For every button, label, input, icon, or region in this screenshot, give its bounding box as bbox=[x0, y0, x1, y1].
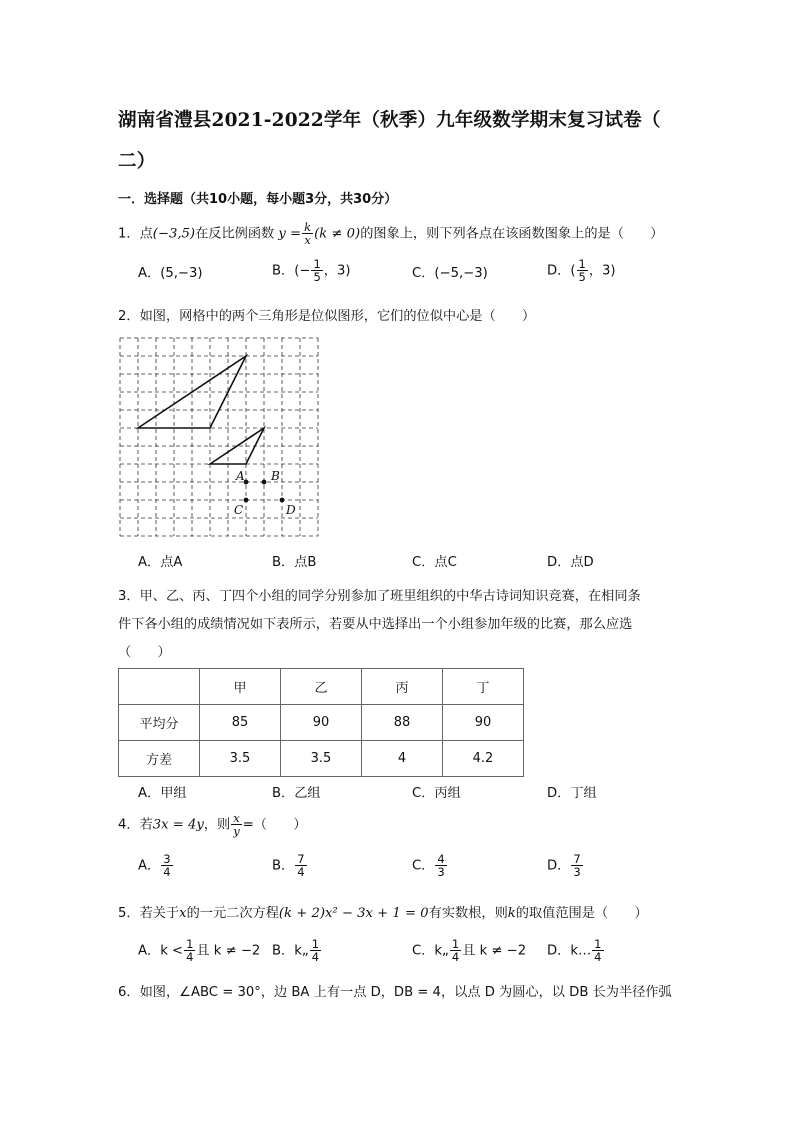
table-cell: 4.2 bbox=[443, 741, 524, 777]
table-cell: 方差 bbox=[119, 741, 200, 777]
table-cell: 丙 bbox=[362, 669, 443, 705]
q2-option-c: C．点C bbox=[412, 555, 457, 570]
table-cell: 3.5 bbox=[200, 741, 281, 777]
q3-option-a: A．甲组 bbox=[138, 786, 187, 801]
label-d: D bbox=[286, 503, 296, 517]
q3-option-b: B．乙组 bbox=[272, 786, 321, 801]
point-b bbox=[262, 480, 267, 485]
table-cell bbox=[119, 669, 200, 705]
q2-option-b: B．点B bbox=[272, 555, 317, 570]
exam-title-line2: 二） bbox=[118, 151, 156, 172]
label-c: C bbox=[234, 503, 244, 517]
question-3-line3: （ ） bbox=[118, 645, 171, 660]
question-3-line2: 件下各小组的成绩情况如下表所示，若要从中选择出一个小组参加年级的比赛，那么应选 bbox=[118, 617, 633, 632]
q4-option-d: D． $\frac{7}{3}$ bbox=[547, 852, 581, 879]
q1-option-a: A．(5,−3) bbox=[138, 266, 203, 281]
table-cell: 平均分 bbox=[119, 705, 200, 741]
table-cell: 3.5 bbox=[281, 741, 362, 777]
point-d bbox=[280, 498, 285, 503]
q4-option-a: A． $\frac{3}{4}$ bbox=[138, 852, 171, 879]
score-table bbox=[118, 668, 524, 777]
table-cell: 90 bbox=[443, 705, 524, 741]
question-2: 2．如图，网格中的两个三角形是位似图形，它们的位似中心是（ ） bbox=[118, 309, 536, 324]
q2-option-a: A．点A bbox=[138, 555, 183, 570]
table-cell: 甲 bbox=[200, 669, 281, 705]
q5-option-a: A．k < $\frac{1}{4}$ 且 k ≠ −2 bbox=[138, 937, 261, 964]
q2-option-d: D．点D bbox=[547, 555, 594, 570]
q5-option-c: C．k„ $\frac{1}{4}$ 且 k ≠ −2 bbox=[412, 937, 527, 964]
exam-title-line1: 湖南省澧县2021-2022学年（秋季）九年级数学期末复习试卷（ bbox=[118, 110, 661, 131]
point-c bbox=[244, 498, 249, 503]
question-3-line1: 3．甲、乙、丙、丁四个小组的同学分别参加了班里组织的中华古诗词知识竞赛，在相同条 bbox=[118, 589, 641, 604]
q5-option-d: D．k… $\frac{1}{4}$ bbox=[547, 937, 602, 964]
q1-option-b: B．(− $\frac{1}{5}$ ，3) bbox=[272, 257, 351, 284]
q1-option-d: D．( $\frac{1}{5}$ ，3) bbox=[547, 257, 616, 284]
label-a: A bbox=[236, 469, 245, 483]
table-cell: 85 bbox=[200, 705, 281, 741]
table-cell: 88 bbox=[362, 705, 443, 741]
q4-option-b: B． $\frac{7}{4}$ bbox=[272, 852, 305, 879]
question-6: 6．如图，∠ABC = 30°，边 BA 上有一点 D，DB = 4，以点 D 为圆心，以 DB 长为半径作弧 bbox=[118, 985, 672, 1000]
label-b: B bbox=[271, 469, 280, 483]
question-1: 1．点(−3,5)在反比例函数 y = $\frac{k}{x}$ (k ≠ 0)的图象上，则下列各点在该函数图象上的是（ ） bbox=[118, 220, 664, 247]
table-row bbox=[119, 741, 524, 777]
question-4: 4．若3x = 4y，则 $\frac{x}{y}$ =（ ） bbox=[118, 811, 307, 838]
question-5: 5．若关于x的一元二次方程(k + 2)x² − 3x + 1 = 0有实数根，则k的取值范围是（ ） bbox=[118, 906, 648, 921]
q1-option-c: C．(−5,−3) bbox=[412, 266, 488, 281]
table-cell: 丁 bbox=[443, 669, 524, 705]
q3-option-c: C．丙组 bbox=[412, 786, 461, 801]
table-cell: 4 bbox=[362, 741, 443, 777]
q4-option-c: C． $\frac{4}{3}$ bbox=[412, 852, 445, 879]
section-heading: 一．选择题（共10小题，每小题3分，共30分） bbox=[118, 192, 398, 207]
table-row bbox=[119, 705, 524, 741]
q3-option-d: D．丁组 bbox=[547, 786, 597, 801]
table-cell: 90 bbox=[281, 705, 362, 741]
table-header-row bbox=[119, 669, 524, 705]
table-cell: 乙 bbox=[281, 669, 362, 705]
q5-option-b: B．k„ $\frac{1}{4}$ bbox=[272, 937, 320, 964]
